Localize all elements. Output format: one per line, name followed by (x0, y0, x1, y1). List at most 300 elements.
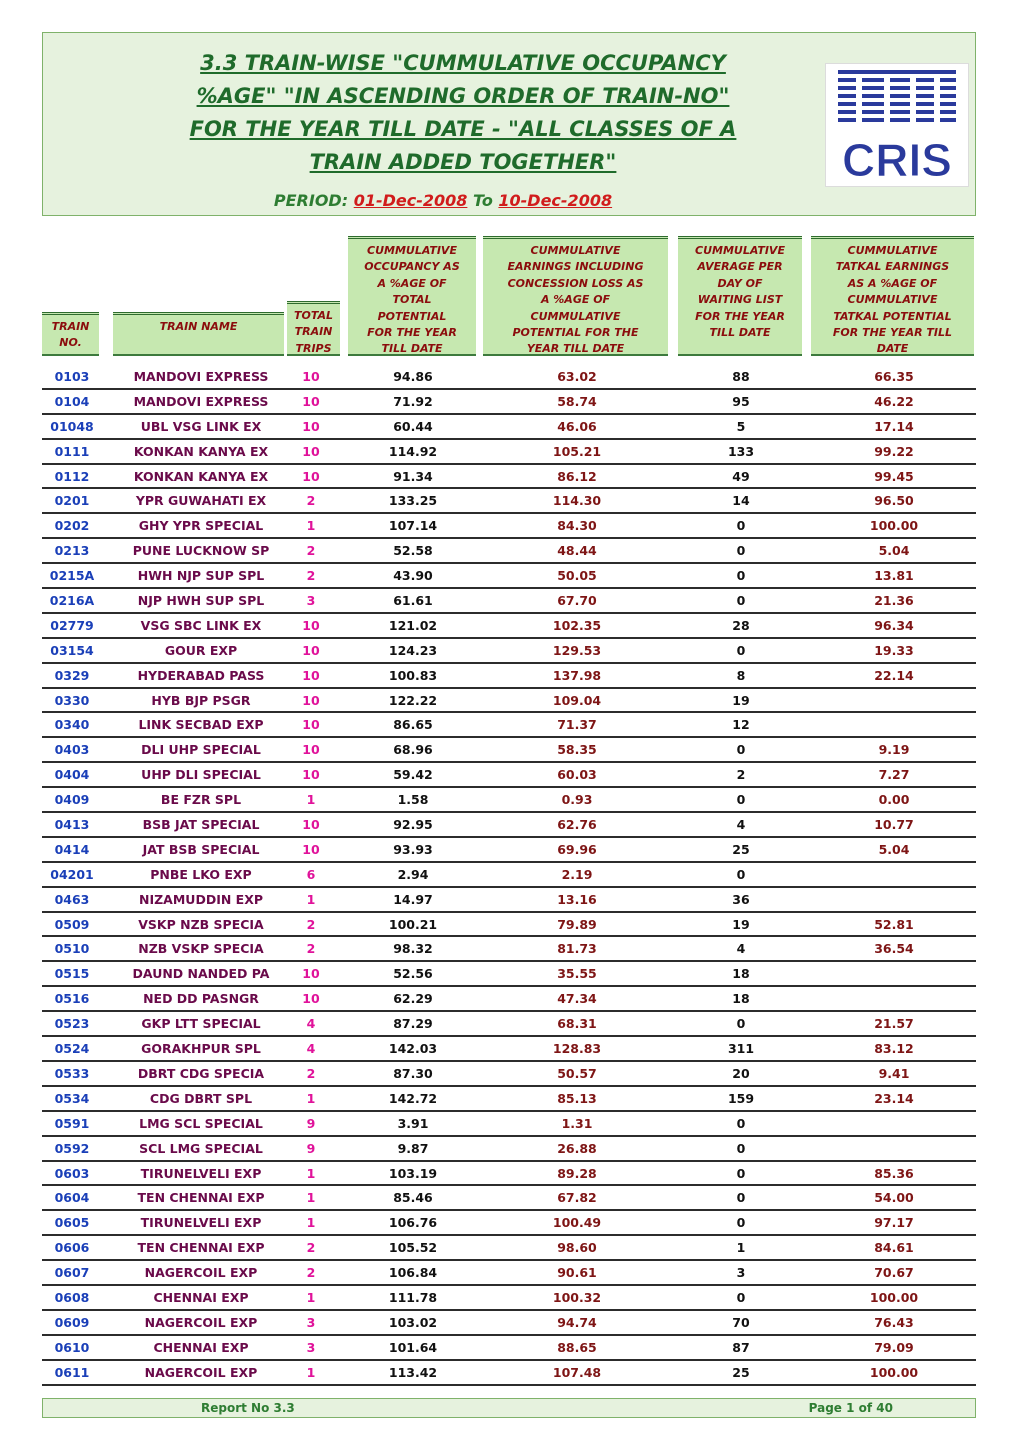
total-trips-cell: 10 (302, 817, 320, 833)
train-no-cell: 0330 (54, 692, 90, 708)
earnings-pct-cell: 84.30 (557, 518, 597, 534)
tatkal-earnings-pct-cell: 79.09 (874, 1339, 914, 1355)
total-trips-cell: 10 (302, 393, 320, 409)
tatkal-earnings-pct-cell: 17.14 (874, 418, 914, 434)
train-no-cell: 0523 (54, 1016, 90, 1032)
avg-waiting-list-cell: 70 (732, 1314, 750, 1330)
earnings-pct-cell: 68.31 (557, 1016, 597, 1032)
train-no-cell: 0608 (54, 1289, 90, 1305)
avg-waiting-list-cell: 0 (736, 518, 746, 534)
earnings-pct-cell: 13.16 (557, 891, 597, 907)
train-no-cell: 0591 (54, 1115, 90, 1131)
avg-waiting-list-cell: 19 (732, 916, 750, 932)
total-trips-cell: 1 (306, 518, 316, 534)
table-row (42, 589, 976, 614)
total-trips-cell: 10 (302, 717, 320, 733)
earnings-pct-cell: 79.89 (557, 916, 597, 932)
occupancy-pct-cell: 92.95 (393, 817, 433, 833)
table-row (42, 1211, 976, 1236)
table-row (42, 813, 976, 838)
earnings-pct-cell: 67.82 (557, 1190, 597, 1206)
header-train-name: TRAIN NAME (113, 312, 284, 356)
earnings-pct-cell: 105.21 (552, 443, 602, 459)
data-table-body (42, 365, 976, 1386)
total-trips-cell: 3 (306, 1339, 316, 1355)
earnings-pct-cell: 58.35 (557, 742, 597, 758)
avg-waiting-list-cell: 3 (736, 1265, 746, 1281)
total-trips-cell: 2 (306, 1265, 316, 1281)
total-trips-cell: 2 (306, 916, 316, 932)
occupancy-pct-cell: 114.92 (388, 443, 438, 459)
train-name-cell: BE FZR SPL (160, 792, 242, 808)
avg-waiting-list-cell: 25 (732, 841, 750, 857)
train-no-cell: 0515 (54, 966, 90, 982)
train-name-cell: MANDOVI EXPRESS (133, 393, 269, 409)
train-name-cell: TEN CHENNAI EXP (137, 1240, 265, 1256)
occupancy-pct-cell: 68.96 (393, 742, 433, 758)
tatkal-earnings-pct-cell: 36.54 (874, 941, 914, 957)
cris-logo (825, 63, 969, 187)
table-row (42, 937, 976, 962)
table-row (42, 1037, 976, 1062)
table-row (42, 365, 976, 390)
occupancy-pct-cell: 85.46 (393, 1190, 433, 1206)
tatkal-earnings-pct-cell: 9.41 (878, 1065, 910, 1081)
avg-waiting-list-cell: 8 (736, 667, 746, 683)
table-row (42, 1336, 976, 1361)
train-no-cell: 0112 (54, 468, 90, 484)
occupancy-pct-cell: 100.21 (388, 916, 438, 932)
tatkal-earnings-pct-cell: 19.33 (874, 642, 914, 658)
earnings-pct-cell: 100.32 (552, 1289, 602, 1305)
train-no-cell: 0509 (54, 916, 90, 932)
tatkal-earnings-pct-cell: 66.35 (874, 369, 914, 384)
total-trips-cell: 1 (306, 1165, 316, 1181)
occupancy-pct-cell: 2.94 (397, 866, 429, 882)
total-trips-cell: 10 (302, 617, 320, 633)
avg-waiting-list-cell: 0 (736, 568, 746, 584)
train-no-cell: 03154 (50, 642, 94, 658)
avg-waiting-list-cell: 19 (732, 692, 750, 708)
train-name-cell: MANDOVI EXPRESS (133, 369, 269, 384)
train-name-cell: NAGERCOIL EXP (144, 1265, 258, 1281)
train-no-cell: 0413 (54, 817, 90, 833)
avg-waiting-list-cell: 87 (732, 1339, 750, 1355)
train-no-cell: 0414 (54, 841, 90, 857)
tatkal-earnings-pct-cell: 7.27 (878, 767, 910, 783)
train-no-cell: 0213 (54, 543, 90, 559)
tatkal-earnings-pct-cell: 96.50 (874, 493, 914, 509)
train-name-cell: NAGERCOIL EXP (144, 1314, 258, 1330)
total-trips-cell: 10 (302, 841, 320, 857)
train-name-cell: NZB VSKP SPECIA (138, 941, 264, 957)
total-trips-cell: 1 (306, 1190, 316, 1206)
earnings-pct-cell: 1.31 (561, 1115, 593, 1131)
total-trips-cell: 3 (306, 593, 316, 609)
table-row (42, 415, 976, 440)
table-row (42, 1137, 976, 1162)
train-no-cell: 0404 (54, 767, 90, 783)
table-row (42, 614, 976, 639)
earnings-pct-cell: 90.61 (557, 1265, 597, 1281)
tatkal-earnings-pct-cell: 22.14 (874, 667, 914, 683)
total-trips-cell: 1 (306, 1289, 316, 1305)
table-row (42, 564, 976, 589)
train-name-cell: PUNE LUCKNOW SP (132, 543, 270, 559)
occupancy-pct-cell: 61.61 (393, 593, 433, 609)
occupancy-pct-cell: 105.52 (388, 1240, 438, 1256)
occupancy-pct-cell: 87.29 (393, 1016, 433, 1032)
tatkal-earnings-pct-cell: 13.81 (874, 568, 914, 584)
tatkal-earnings-pct-cell: 21.36 (874, 593, 914, 609)
train-name-cell: JAT BSB SPECIAL (142, 841, 260, 857)
train-name-cell: GHY YPR SPECIAL (138, 518, 264, 534)
avg-waiting-list-cell: 0 (736, 1165, 746, 1181)
train-name-cell: HYDERABAD PASS (137, 667, 265, 683)
earnings-pct-cell: 69.96 (557, 841, 597, 857)
report-footer (42, 1398, 976, 1418)
table-row (42, 1112, 976, 1137)
earnings-pct-cell: 47.34 (557, 991, 597, 1007)
occupancy-pct-cell: 9.87 (397, 1140, 429, 1156)
tatkal-earnings-pct-cell: 76.43 (874, 1314, 914, 1330)
avg-waiting-list-cell: 0 (736, 1289, 746, 1305)
occupancy-pct-cell: 100.83 (388, 667, 438, 683)
avg-waiting-list-cell: 28 (732, 617, 750, 633)
header-earnings: CUMMULATIVE EARNINGS INCLUDING CONCESSION LOSS AS A %AGE OF CUMMULATIVE POTENTIAL FOR THE YEAR TILL DATE (483, 236, 668, 356)
train-name-cell: TIRUNELVELI EXP (140, 1215, 262, 1231)
occupancy-pct-cell: 101.64 (388, 1339, 438, 1355)
total-trips-cell: 10 (302, 468, 320, 484)
train-name-cell: LMG SCL SPECIAL (139, 1115, 263, 1131)
train-no-cell: 0533 (54, 1065, 90, 1081)
total-trips-cell: 10 (302, 742, 320, 758)
tatkal-earnings-pct-cell: 83.12 (874, 1041, 914, 1057)
occupancy-pct-cell: 43.90 (393, 568, 433, 584)
table-row (42, 1162, 976, 1187)
table-row (42, 1311, 976, 1336)
table-row (42, 738, 976, 763)
tatkal-earnings-pct-cell (812, 888, 976, 911)
occupancy-pct-cell: 1.58 (397, 792, 429, 808)
earnings-pct-cell: 107.48 (552, 1364, 602, 1380)
train-name-cell: VSG SBC LINK EX (140, 617, 262, 633)
avg-waiting-list-cell: 0 (736, 593, 746, 609)
earnings-pct-cell: 50.57 (557, 1065, 597, 1081)
earnings-pct-cell: 81.73 (557, 941, 597, 957)
avg-waiting-list-cell: 25 (732, 1364, 750, 1380)
table-row (42, 440, 976, 465)
avg-waiting-list-cell: 95 (732, 393, 750, 409)
avg-waiting-list-cell: 0 (736, 1190, 746, 1206)
tatkal-earnings-pct-cell: 84.61 (874, 1240, 914, 1256)
train-name-cell: KONKAN KANYA EX (133, 443, 269, 459)
train-no-cell: 0463 (54, 891, 90, 907)
table-row (42, 465, 976, 490)
earnings-pct-cell: 60.03 (557, 767, 597, 783)
avg-waiting-list-cell: 5 (736, 418, 746, 434)
occupancy-pct-cell: 62.29 (393, 991, 433, 1007)
earnings-pct-cell: 86.12 (557, 468, 597, 484)
train-no-cell: 0524 (54, 1041, 90, 1057)
train-name-cell: GKP LTT SPECIAL (141, 1016, 261, 1032)
tatkal-earnings-pct-cell: 10.77 (874, 817, 914, 833)
train-no-cell: 0216A (49, 593, 95, 609)
train-no-cell: 0516 (54, 991, 90, 1007)
train-name-cell: VSKP NZB SPECIA (138, 916, 264, 932)
avg-waiting-list-cell: 133 (727, 443, 755, 459)
train-no-cell: 0103 (54, 369, 90, 384)
total-trips-cell: 9 (306, 1140, 316, 1156)
occupancy-pct-cell: 87.30 (393, 1065, 433, 1081)
table-row (42, 639, 976, 664)
total-trips-cell: 6 (306, 866, 316, 882)
train-no-cell: 0606 (54, 1240, 90, 1256)
period-from-date: 01-Dec-2008 (353, 191, 468, 210)
earnings-pct-cell: 2.19 (561, 866, 593, 882)
tatkal-earnings-pct-cell (812, 962, 976, 985)
tatkal-earnings-pct-cell: 100.00 (869, 1289, 919, 1305)
avg-waiting-list-cell: 36 (732, 891, 750, 907)
avg-waiting-list-cell: 12 (732, 717, 750, 733)
earnings-pct-cell: 63.02 (557, 369, 597, 384)
table-row (42, 888, 976, 913)
avg-waiting-list-cell: 0 (736, 1016, 746, 1032)
occupancy-pct-cell: 71.92 (393, 393, 433, 409)
total-trips-cell: 10 (302, 767, 320, 783)
occupancy-pct-cell: 94.86 (393, 369, 433, 384)
avg-waiting-list-cell: 0 (736, 866, 746, 882)
table-row (42, 1236, 976, 1261)
avg-waiting-list-cell: 0 (736, 792, 746, 808)
total-trips-cell: 10 (302, 418, 320, 434)
table-row (42, 1361, 976, 1386)
total-trips-cell: 9 (306, 1115, 316, 1131)
train-name-cell: BSB JAT SPECIAL (142, 817, 260, 833)
total-trips-cell: 1 (306, 1215, 316, 1231)
avg-waiting-list-cell: 18 (732, 991, 750, 1007)
tatkal-earnings-pct-cell: 5.04 (878, 841, 910, 857)
train-no-cell: 0592 (54, 1140, 90, 1156)
table-row (42, 763, 976, 788)
occupancy-pct-cell: 86.65 (393, 717, 433, 733)
avg-waiting-list-cell: 2 (736, 767, 746, 783)
avg-waiting-list-cell: 0 (736, 642, 746, 658)
total-trips-cell: 2 (306, 568, 316, 584)
header-tatkal: CUMMULATIVE TATKAL EARNINGS AS A %AGE OF CUMMULATIVE TATKAL POTENTIAL FOR THE YEAR TILL DATE (811, 236, 974, 356)
train-no-cell: 01048 (50, 418, 94, 434)
header-total-trips: TOTAL TRAIN TRIPS (287, 301, 340, 356)
total-trips-cell: 1 (306, 792, 316, 808)
avg-waiting-list-cell: 0 (736, 1215, 746, 1231)
earnings-pct-cell: 35.55 (557, 966, 597, 982)
occupancy-pct-cell: 60.44 (393, 418, 433, 434)
earnings-pct-cell: 0.93 (561, 792, 593, 808)
train-no-cell: 0603 (54, 1165, 90, 1181)
occupancy-pct-cell: 111.78 (388, 1289, 438, 1305)
earnings-pct-cell: 58.74 (557, 393, 597, 409)
total-trips-cell: 10 (302, 443, 320, 459)
occupancy-pct-cell: 59.42 (393, 767, 433, 783)
occupancy-pct-cell: 3.91 (397, 1115, 429, 1131)
train-name-cell: CDG DBRT SPL (149, 1090, 253, 1106)
train-name-cell: UBL VSG LINK EX (140, 418, 262, 434)
train-no-cell: 0610 (54, 1339, 90, 1355)
avg-waiting-list-cell: 20 (732, 1065, 750, 1081)
report-period: PERIOD: 01-Dec-2008 To 10-Dec-2008 (273, 191, 613, 210)
earnings-pct-cell: 129.53 (552, 642, 602, 658)
tatkal-earnings-pct-cell (812, 987, 976, 1010)
train-name-cell: GOUR EXP (164, 642, 238, 658)
train-name-cell: GORAKHPUR SPL (141, 1041, 261, 1057)
tatkal-earnings-pct-cell: 99.22 (874, 443, 914, 459)
header-waiting-list: CUMMULATIVE AVERAGE PER DAY OF WAITING LIST FOR THE YEAR TILL DATE (678, 236, 802, 356)
train-name-cell: DAUND NANDED PA (132, 966, 270, 982)
train-name-cell: KONKAN KANYA EX (133, 468, 269, 484)
occupancy-pct-cell: 106.76 (388, 1215, 438, 1231)
train-no-cell: 0403 (54, 742, 90, 758)
table-row (42, 689, 976, 714)
tatkal-earnings-pct-cell (812, 713, 976, 736)
train-no-cell: 0604 (54, 1190, 90, 1206)
train-no-cell: 0534 (54, 1090, 90, 1106)
earnings-pct-cell: 88.65 (557, 1339, 597, 1355)
table-row (42, 1186, 976, 1211)
train-no-cell: 0215A (49, 568, 95, 584)
table-row (42, 1062, 976, 1087)
table-row (42, 1261, 976, 1286)
train-name-cell: SCL LMG SPECIAL (139, 1140, 263, 1156)
occupancy-pct-cell: 52.56 (393, 966, 433, 982)
svg-text:CRIS: CRIS (842, 134, 952, 186)
earnings-pct-cell: 109.04 (552, 692, 602, 708)
occupancy-pct-cell: 52.58 (393, 543, 433, 559)
table-row (42, 913, 976, 938)
train-name-cell: NED DD PASNGR (143, 991, 259, 1007)
avg-waiting-list-cell: 18 (732, 966, 750, 982)
report-title: 3.3 TRAIN-WISE "CUMMULATIVE OCCUPANCY %AGE" "IN ASCENDING ORDER OF TRAIN-NO" FOR THE YEAR TILL DATE - "ALL CLASSES OF A TRAIN ADDED TOGETHER" (189, 51, 737, 174)
table-row (42, 987, 976, 1012)
earnings-pct-cell: 67.70 (557, 593, 597, 609)
table-row (42, 1286, 976, 1311)
tatkal-earnings-pct-cell (812, 689, 976, 712)
table-row (42, 788, 976, 813)
total-trips-cell: 10 (302, 966, 320, 982)
tatkal-earnings-pct-cell: 99.45 (874, 468, 914, 484)
header-train-no: TRAIN NO. (42, 312, 99, 356)
earnings-pct-cell: 94.74 (557, 1314, 597, 1330)
occupancy-pct-cell: 93.93 (393, 841, 433, 857)
occupancy-pct-cell: 133.25 (388, 493, 438, 509)
earnings-pct-cell: 114.30 (552, 493, 602, 509)
train-no-cell: 0111 (54, 443, 90, 459)
total-trips-cell: 2 (306, 543, 316, 559)
table-row (42, 1087, 976, 1112)
train-name-cell: CHENNAI EXP (153, 1289, 249, 1305)
train-name-cell: HWH NJP SUP SPL (137, 568, 265, 584)
train-no-cell: 0510 (54, 941, 90, 957)
tatkal-earnings-pct-cell: 100.00 (869, 1364, 919, 1380)
table-row (42, 489, 976, 514)
avg-waiting-list-cell: 0 (736, 742, 746, 758)
tatkal-earnings-pct-cell (812, 863, 976, 886)
train-name-cell: NJP HWH SUP SPL (137, 593, 265, 609)
occupancy-pct-cell: 122.22 (388, 692, 438, 708)
tatkal-earnings-pct-cell: 52.81 (874, 916, 914, 932)
table-row (42, 713, 976, 738)
train-no-cell: 0202 (54, 518, 90, 534)
train-name-cell: PNBE LKO EXP (150, 866, 252, 882)
total-trips-cell: 2 (306, 1240, 316, 1256)
total-trips-cell: 4 (306, 1016, 316, 1032)
table-row (42, 962, 976, 987)
train-name-cell: HYB BJP PSGR (151, 692, 251, 708)
table-row (42, 539, 976, 564)
earnings-pct-cell: 26.88 (557, 1140, 597, 1156)
table-row (42, 863, 976, 888)
table-row (42, 1012, 976, 1037)
avg-waiting-list-cell: 4 (736, 817, 746, 833)
train-no-cell: 0611 (54, 1364, 90, 1380)
tatkal-earnings-pct-cell: 23.14 (874, 1090, 914, 1106)
occupancy-pct-cell: 107.14 (388, 518, 438, 534)
tatkal-earnings-pct-cell: 97.17 (874, 1215, 914, 1231)
total-trips-cell: 10 (302, 667, 320, 683)
occupancy-pct-cell: 106.84 (388, 1265, 438, 1281)
earnings-pct-cell: 137.98 (552, 667, 602, 683)
report-number: Report No 3.3 (201, 1401, 295, 1415)
tatkal-earnings-pct-cell: 9.19 (878, 742, 910, 758)
tatkal-earnings-pct-cell: 85.36 (874, 1165, 914, 1181)
total-trips-cell: 1 (306, 1364, 316, 1380)
total-trips-cell: 2 (306, 493, 316, 509)
total-trips-cell: 10 (302, 692, 320, 708)
train-no-cell: 0409 (54, 792, 90, 808)
total-trips-cell: 3 (306, 1314, 316, 1330)
total-trips-cell: 10 (302, 991, 320, 1007)
avg-waiting-list-cell: 311 (727, 1041, 755, 1057)
train-name-cell: LINK SECBAD EXP (138, 717, 264, 733)
train-name-cell: TIRUNELVELI EXP (140, 1165, 262, 1181)
avg-waiting-list-cell: 0 (736, 1115, 746, 1131)
train-no-cell: 0329 (54, 667, 90, 683)
table-row (42, 514, 976, 539)
earnings-pct-cell: 62.76 (557, 817, 597, 833)
avg-waiting-list-cell: 159 (727, 1090, 755, 1106)
train-no-cell: 0609 (54, 1314, 90, 1330)
train-name-cell: YPR GUWAHATI EX (135, 493, 267, 509)
tatkal-earnings-pct-cell: 54.00 (874, 1190, 914, 1206)
total-trips-cell: 10 (302, 369, 320, 384)
tatkal-earnings-pct-cell: 5.04 (878, 543, 910, 559)
train-no-cell: 0607 (54, 1265, 90, 1281)
avg-waiting-list-cell: 4 (736, 941, 746, 957)
total-trips-cell: 4 (306, 1041, 316, 1057)
occupancy-pct-cell: 121.02 (388, 617, 438, 633)
table-row (42, 838, 976, 863)
occupancy-pct-cell: 113.42 (388, 1364, 438, 1380)
table-row (42, 664, 976, 689)
earnings-pct-cell: 46.06 (557, 418, 597, 434)
train-name-cell: UHP DLI SPECIAL (141, 767, 261, 783)
occupancy-pct-cell: 91.34 (393, 468, 433, 484)
tatkal-earnings-pct-cell (812, 1112, 976, 1135)
avg-waiting-list-cell: 49 (732, 468, 750, 484)
avg-waiting-list-cell: 1 (736, 1240, 746, 1256)
earnings-pct-cell: 71.37 (557, 717, 597, 733)
total-trips-cell: 2 (306, 941, 316, 957)
occupancy-pct-cell: 103.19 (388, 1165, 438, 1181)
